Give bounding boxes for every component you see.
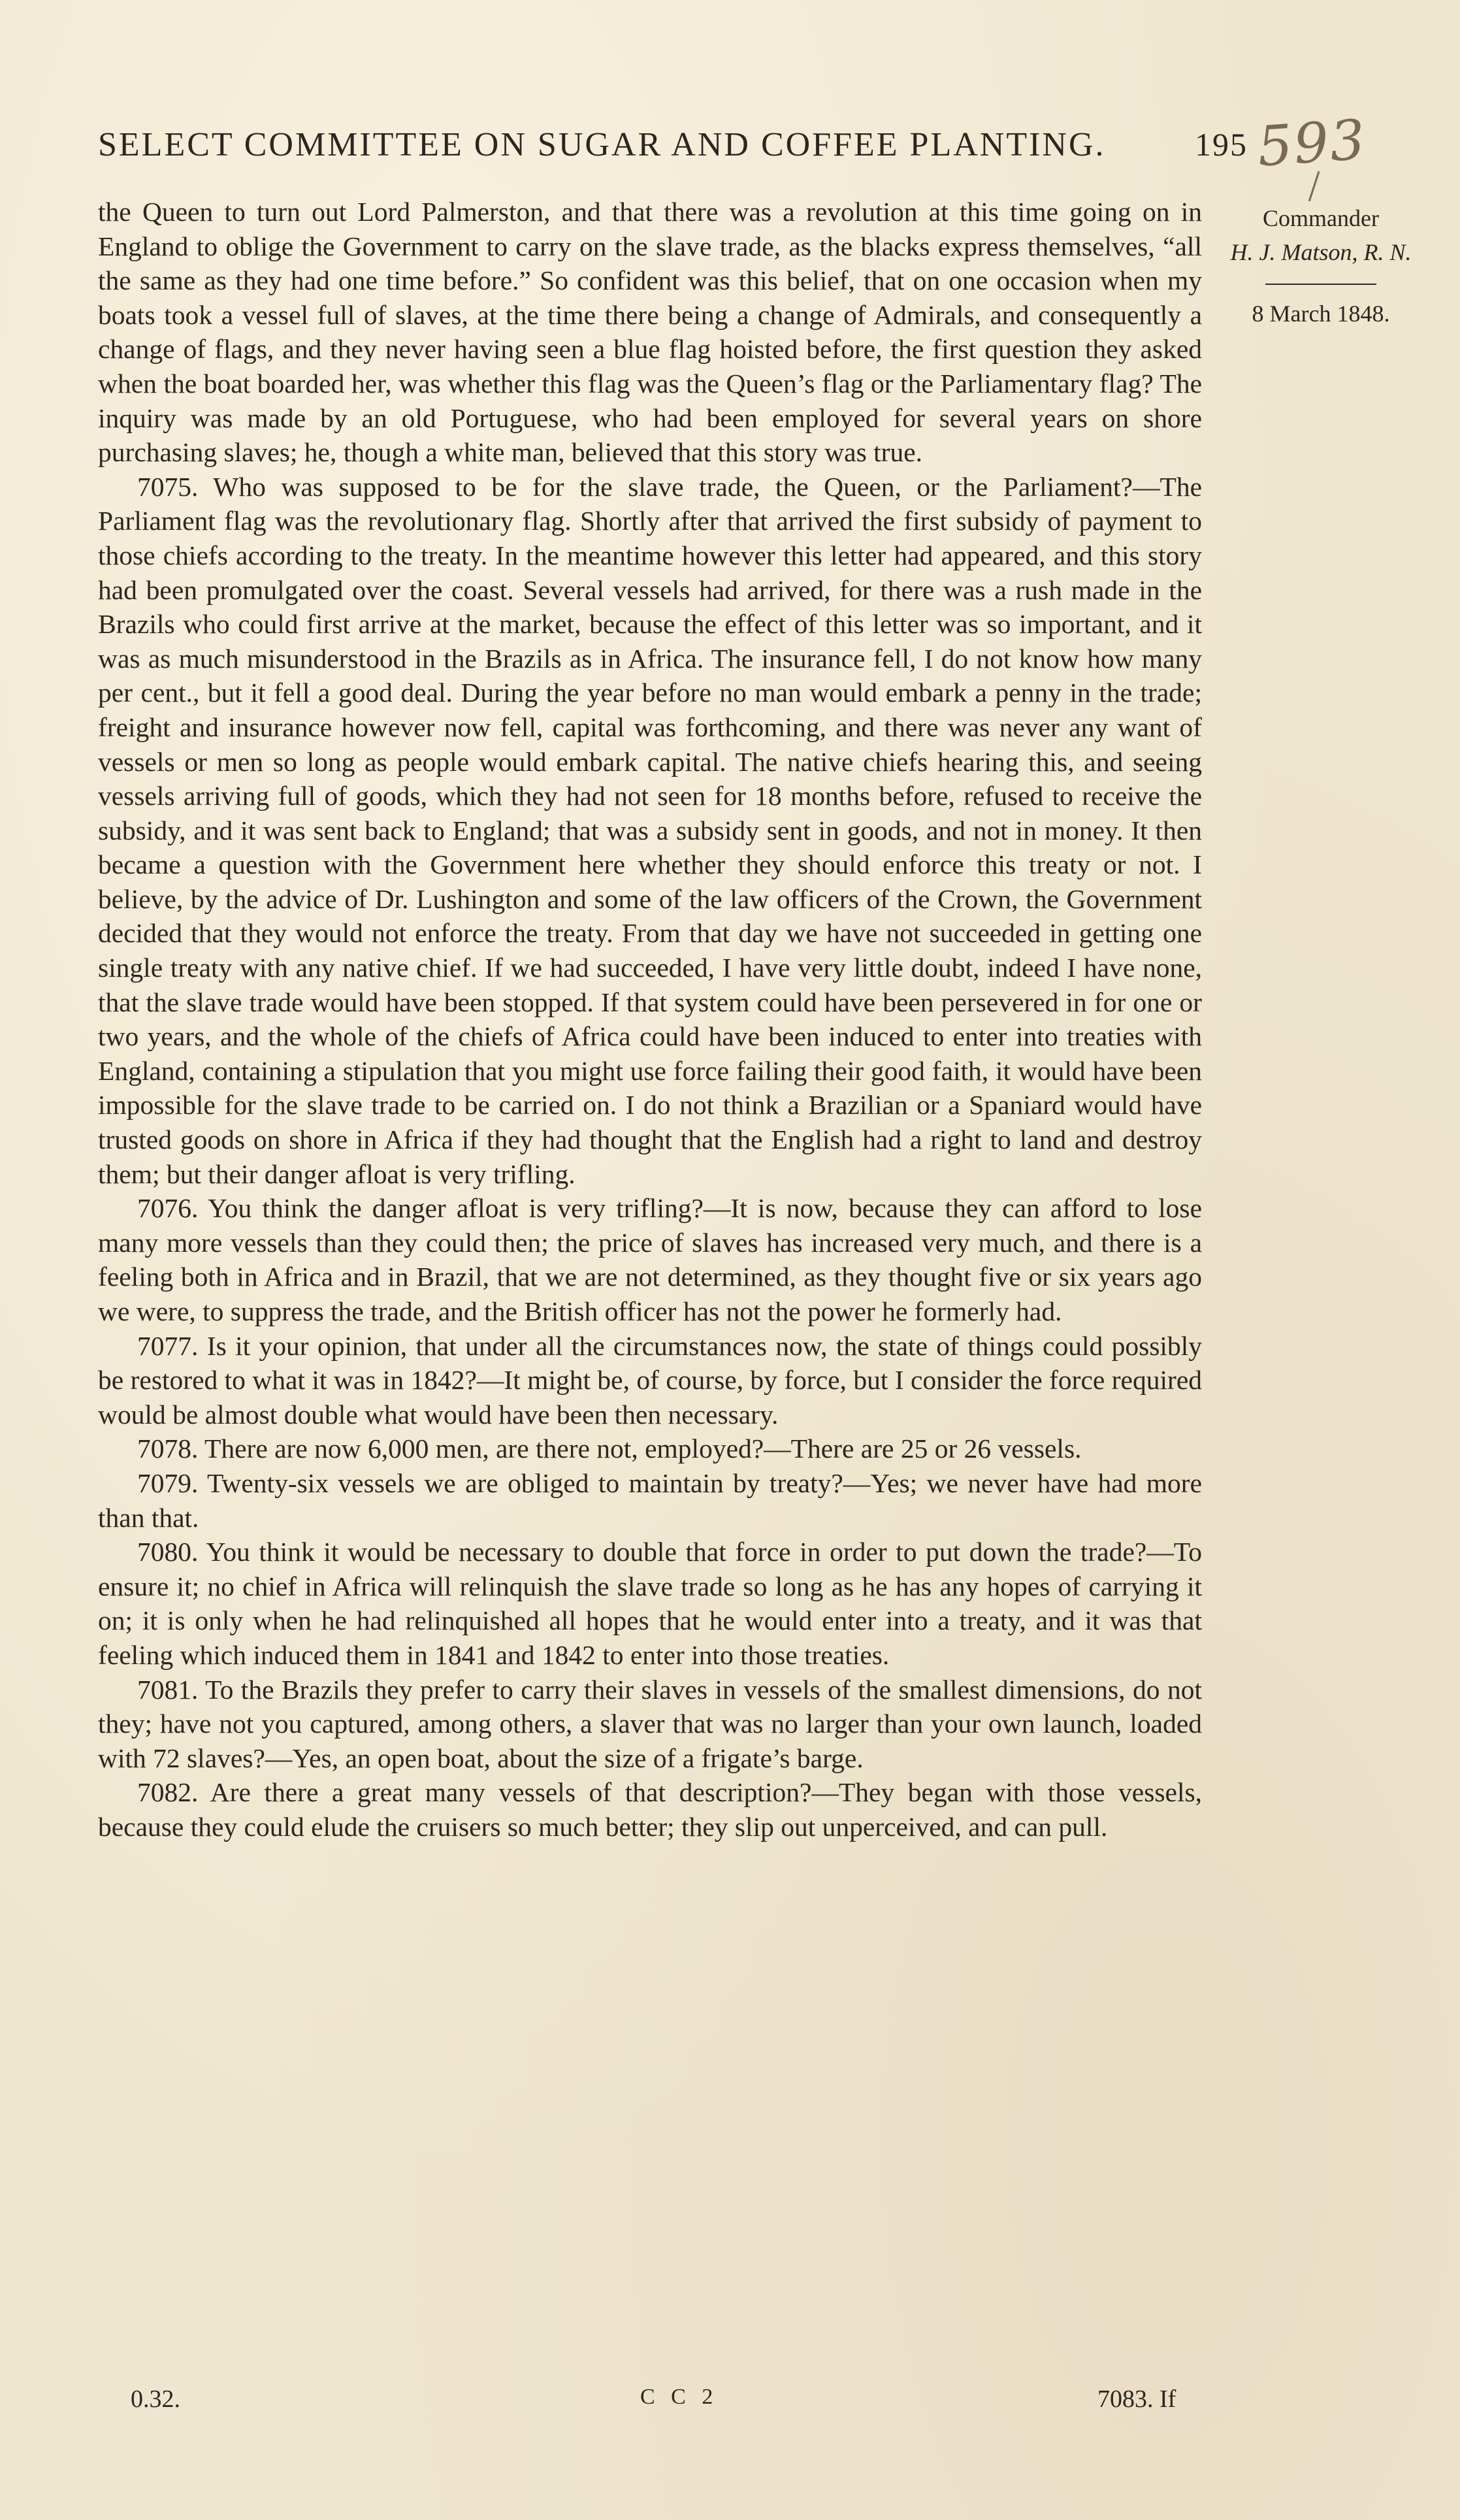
witness-name: H. J. Matson, R. N. (1230, 239, 1412, 265)
question-7075: 7075. Who was supposed to be for the slave trade, the Queen, or the Parliament?—The Parliament flag was the revolutionary flag. Shortly after that arrived the first subsidy of payment to those chiefs according to the treaty. In the meantime however this letter had appeared, and this story had been promulgated over the coast. Several vessels had arrived, for there was a rush made in the Brazils who could first arrive at the market, because the effect of this letter was so important, and it was as much misunderstood in the Brazils as in Africa. The insurance fell, I do not know how many per cent., but it fell a good deal. During the year before no man would embark a penny in the trade; freight and insurance however now fell, capital was forthcoming, and there was never any want of vessels or men so long as people would embark capital. The native chiefs hearing this, and seeing vessels arriving full of goods, which they had not seen for 18 months before, refused to receive the subsidy, and it was sent back to England; that was a subsidy sent in goods, and not in money. It then became a question with the Government here whether they should enforce this treaty or not. I believe, by the advice of Dr. Lushington and some of the law officers of the Crown, the Government decided that they would not enforce the treaty. From that day we have not succeeded in getting one single treaty with any native chief. If we had succeeded, I have very little doubt, indeed I have none, that the slave trade would have been stopped. If that system could have been persevered in for one or two years, and the whole of the chiefs of Africa could have been induced to enter into treaties with England, containing a stipulation that you might use force failing their good faith, it would have been impossible for the slave trade to be carried on. I do not think a Brazilian or a Spaniard would have trusted goods on shore in Africa if they had thought that the English had a right to land and destroy them; but their danger afloat is very trifling. (98, 471, 1202, 1189)
running-head-title: SELECT COMMITTEE ON SUGAR AND COFFEE PLANTING. (98, 126, 1106, 163)
question-7082: 7082. Are there a great many vessels of that description?—They began with those vessels, because they could elude the cruisers so much better; they slip out unperceived, and can pull. (98, 1777, 1202, 1842)
question-7077: 7077. Is it your opinion, that under all the circumstances now, the state of things could possibly be restored to what it was in 1842?—It might be, of course, by force, but I consider the force required would be almost double what would have been then necessary. (98, 1330, 1202, 1430)
testimony-text (98, 195, 1202, 1844)
handwritten-folio-stroke (1308, 171, 1323, 203)
question-7076: 7076. You think the danger afloat is very trifling?—It is now, because they can afford to lose many more vessels than they could then; the price of slaves has increased very much, and there is a feeling both in Africa and in Brazil, that we are not determined, as they thought five or six years ago we were, to suppress the trade, and the British officer has not the power he formerly had. (98, 1193, 1202, 1326)
footer-catchword: 7083. If (1097, 2385, 1176, 2413)
page-number: 195 (1195, 126, 1248, 163)
hearing-date: 8 March 1848. (1252, 301, 1390, 327)
page-footer (0, 2385, 1460, 2424)
running-head (98, 125, 1248, 164)
handwritten-folio-number: 593 (1255, 107, 1369, 179)
margin-note (1216, 201, 1425, 331)
question-7080: 7080. You think it would be necessary to double that force in order to put down the trade?—To ensure it; no chief in Africa will relinquish the slave trade so long as he has any hopes of carrying it on; it is only when he had relinquished all hopes that he would enter into a treaty, and it was that feeling which induced them in 1841 and 1842 to enter into those treaties. (98, 1537, 1202, 1670)
margin-rule (1265, 284, 1376, 285)
footer-document-number: 0.32. (131, 2385, 180, 2413)
footer-signature-mark: C C 2 (640, 2385, 719, 2409)
question-7078: 7078. There are now 6,000 men, are there not, employed?—There are 25 or 26 vessels. (137, 1433, 1082, 1464)
witness-title: Commander (1263, 205, 1379, 231)
question-7081: 7081. To the Brazils they prefer to carry their slaves in vessels of the smallest dimensions, do not they; have not you captured, among others, a slaver that was no larger than your own launch, loaded with 72 slaves?—Yes, an open boat, about the size of a frigate’s barge. (98, 1674, 1202, 1773)
paragraph-continuation: the Queen to turn out Lord Palmerston, and that there was a revolution at this time going on in England to oblige the Government to carry on the slave trade, as the blacks express themselves, “all the same as they had one time before.” So confident was this belief, that on one occasion when my boats took a vessel full of slaves, at the time there being a change of Admirals, and consequently a change of flags, and they never having seen a blue flag hoisted before, the first question they asked when the boat boarded her, was whether this flag was the Queen’s flag or the Parliamentary flag? The inquiry was made by an old Portuguese, who had been employed for several years on shore purchasing slaves; he, though a white man, believed that this story was true. (98, 197, 1202, 468)
question-7079: 7079. Twenty-six vessels we are obliged to maintain by treaty?—Yes; we never have had more than that. (98, 1467, 1202, 1533)
